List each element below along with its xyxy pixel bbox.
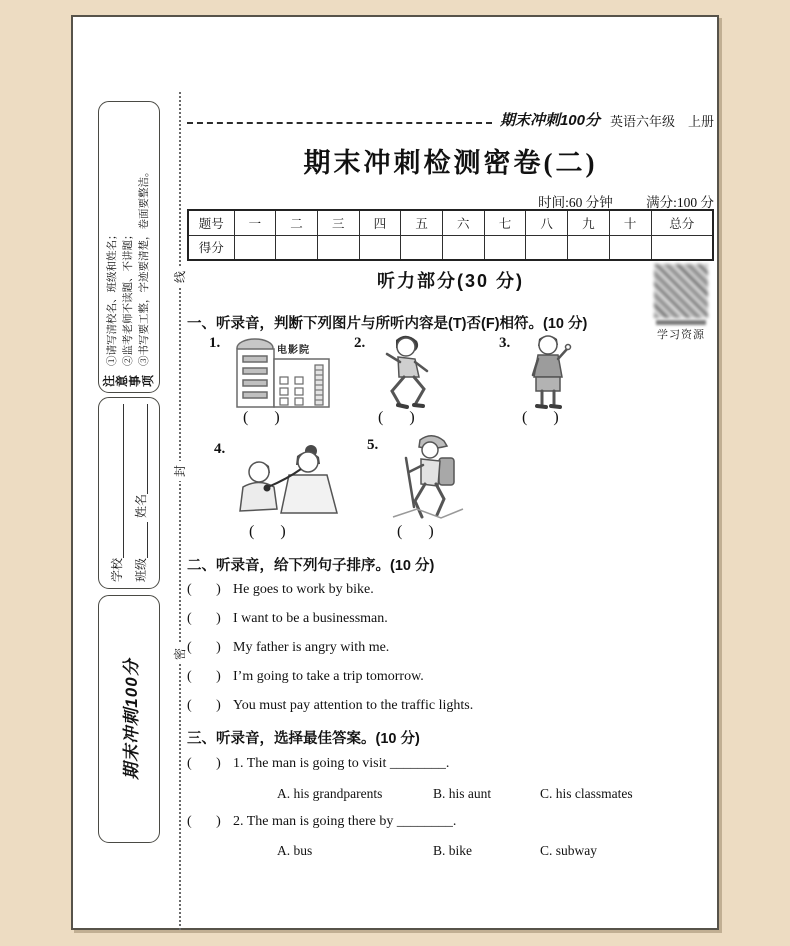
col-2: 二 — [276, 210, 318, 235]
answer-bracket: ( ) — [187, 611, 221, 626]
binding-char-mi: 密 — [170, 644, 190, 664]
option-a: A. bus — [277, 843, 313, 858]
sentence-text: You must pay attention to the traffic lights. — [233, 698, 474, 713]
score-row-label: 得分 — [188, 235, 234, 260]
picture-4-answer-bracket: ( ) — [249, 523, 287, 540]
score-cell — [651, 235, 713, 260]
binding-char-feng: 封 — [170, 461, 190, 481]
score-cell — [401, 235, 443, 260]
paper-sheet — [71, 15, 719, 930]
header-dashed-line — [187, 122, 492, 124]
score-cell — [526, 235, 568, 260]
notice-item-3: ③书写要工整，字迹要清楚，卷面要整洁。 — [139, 166, 151, 366]
school-label: 学校 — [110, 557, 125, 582]
col-1: 一 — [234, 210, 276, 235]
score-table — [187, 209, 714, 261]
score-cell — [609, 235, 651, 260]
picture-5-answer-bracket: ( ) — [397, 523, 435, 540]
listening-part-title: 听力部分(30 分) — [376, 271, 524, 291]
notice-item-1: ①请写清校名、班级和姓名； — [106, 229, 118, 366]
notice-label: 注意事项 — [102, 374, 155, 387]
picture-1-number: 1. — [209, 335, 221, 351]
notice-item-2: ②监考老师不读题、不讲题； — [122, 229, 134, 366]
col-10: 十 — [609, 210, 651, 235]
section1-heading: 一、听录音，判断下列图片与所听内容是(T)否(F)相符。(10 分) — [187, 316, 588, 332]
question-stem: 2. The man is going there by ________. — [233, 814, 457, 829]
student-info-box — [98, 397, 160, 589]
notice-box — [98, 101, 160, 393]
answer-bracket: ( ) — [187, 669, 221, 684]
option-b: B. bike — [433, 843, 472, 858]
series-brand-text: 期末冲刺100分 — [121, 658, 141, 780]
answer-bracket: ( ) — [187, 640, 221, 655]
exam-meta — [187, 191, 714, 211]
col-3: 三 — [317, 210, 359, 235]
question-stem: 1. The man is going to visit ________. — [233, 756, 450, 771]
col-5: 五 — [401, 210, 443, 235]
score-cell — [317, 235, 359, 260]
hiker-image — [387, 431, 467, 528]
option-a: A. his grandparents — [277, 786, 383, 801]
picture-2-number: 2. — [354, 335, 366, 351]
page-header — [187, 109, 714, 130]
score-table-score-row — [188, 235, 713, 260]
col-9: 九 — [568, 210, 610, 235]
standing-boy-image — [523, 331, 575, 416]
notice-items — [105, 107, 154, 366]
class-blank-line — [135, 522, 148, 558]
full-score: 满分:100 分 — [646, 195, 714, 210]
binding-dotted-line — [179, 92, 181, 930]
section2-item-1 — [187, 582, 374, 598]
picture-1-answer-bracket: ( ) — [243, 409, 281, 426]
section2-item-3 — [187, 640, 389, 656]
score-cell — [359, 235, 401, 260]
name-label: 姓名 — [133, 493, 148, 518]
sentence-text: I’m going to take a trip tomorrow. — [233, 669, 424, 684]
option-b: B. his aunt — [433, 786, 492, 801]
score-cell — [234, 235, 276, 260]
section2-item-5 — [187, 698, 473, 714]
picture-3-answer-bracket: ( ) — [522, 409, 560, 426]
header-edition: 英语六年级 上册 — [609, 114, 714, 129]
answer-bracket: ( ) — [187, 756, 221, 771]
picture-2-answer-bracket: ( ) — [378, 409, 416, 426]
sentence-text: I want to be a businessman. — [233, 611, 388, 626]
cinema-sign-text: 电影院 — [277, 345, 310, 356]
section2-item-2 — [187, 611, 388, 627]
answer-bracket: ( ) — [187, 582, 221, 597]
qr-caption: 学习资源 — [657, 329, 705, 341]
series-brand-box — [98, 595, 160, 843]
section3-heading: 三、听录音，选择最佳答案。(10 分) — [187, 731, 420, 747]
header-brand: 期末冲刺100分 — [499, 112, 600, 129]
page-title: 期末冲刺检测密卷(二) — [303, 148, 598, 178]
col-6: 六 — [442, 210, 484, 235]
option-c: C. his classmates — [540, 786, 633, 801]
doctor-examining-child-image — [231, 441, 345, 528]
qr-code-image — [654, 264, 708, 318]
score-header-label: 题号 — [188, 210, 234, 235]
picture-4-number: 4. — [214, 441, 226, 457]
col-7: 七 — [484, 210, 526, 235]
score-table-header-row — [188, 210, 713, 235]
section2-heading: 二、听录音，给下列句子排序。(10 分) — [187, 558, 435, 574]
section3-question-1 — [187, 756, 449, 772]
time-limit: 时间:60 分钟 — [538, 195, 613, 210]
class-label: 班级 — [133, 557, 148, 582]
score-cell — [568, 235, 610, 260]
picture-5-number: 5. — [367, 437, 379, 453]
school-blank-line — [111, 404, 124, 558]
sentence-text: My father is angry with me. — [233, 640, 390, 655]
section3-question-2 — [187, 814, 456, 830]
col-8: 八 — [526, 210, 568, 235]
option-c: C. subway — [540, 843, 597, 858]
col-total: 总分 — [651, 210, 713, 235]
score-cell — [276, 235, 318, 260]
binding-char-xian: 线 — [170, 267, 190, 287]
section2-item-4 — [187, 669, 424, 685]
running-boy-image — [375, 331, 437, 416]
answer-bracket: ( ) — [187, 698, 221, 713]
score-cell — [484, 235, 526, 260]
answer-bracket: ( ) — [187, 814, 221, 829]
sentence-text: He goes to work by bike. — [233, 582, 374, 597]
score-cell — [442, 235, 484, 260]
picture-3-number: 3. — [499, 335, 511, 351]
col-4: 四 — [359, 210, 401, 235]
name-blank-line — [135, 404, 148, 494]
cinema-image — [229, 335, 335, 414]
